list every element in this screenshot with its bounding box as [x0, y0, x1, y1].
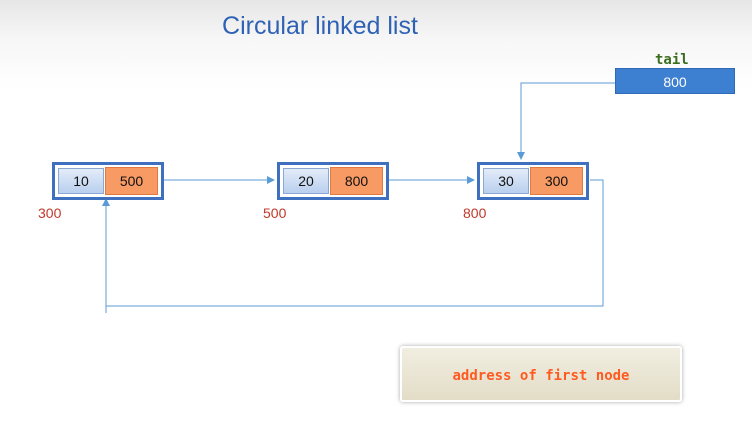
node-2 — [277, 162, 389, 200]
node-2-data: 20 — [283, 168, 329, 194]
node-3-next: 300 — [530, 167, 583, 195]
node-2-next: 800 — [330, 167, 383, 195]
arrow-tail-to-node3 — [521, 83, 615, 159]
node-1-data: 10 — [58, 168, 104, 194]
node-3-address: 800 — [463, 205, 487, 221]
node-3-data: 30 — [483, 168, 529, 194]
tail-value-box: 800 — [615, 68, 735, 94]
note-callout: address of first node — [400, 346, 682, 402]
diagram-title: Circular linked list — [222, 12, 418, 40]
node-2-address: 500 — [263, 205, 287, 221]
tail-label: tail — [655, 52, 689, 68]
node-1-next: 500 — [105, 167, 158, 195]
node-1 — [52, 162, 164, 200]
node-1-address: 300 — [38, 205, 62, 221]
node-3 — [477, 162, 589, 200]
